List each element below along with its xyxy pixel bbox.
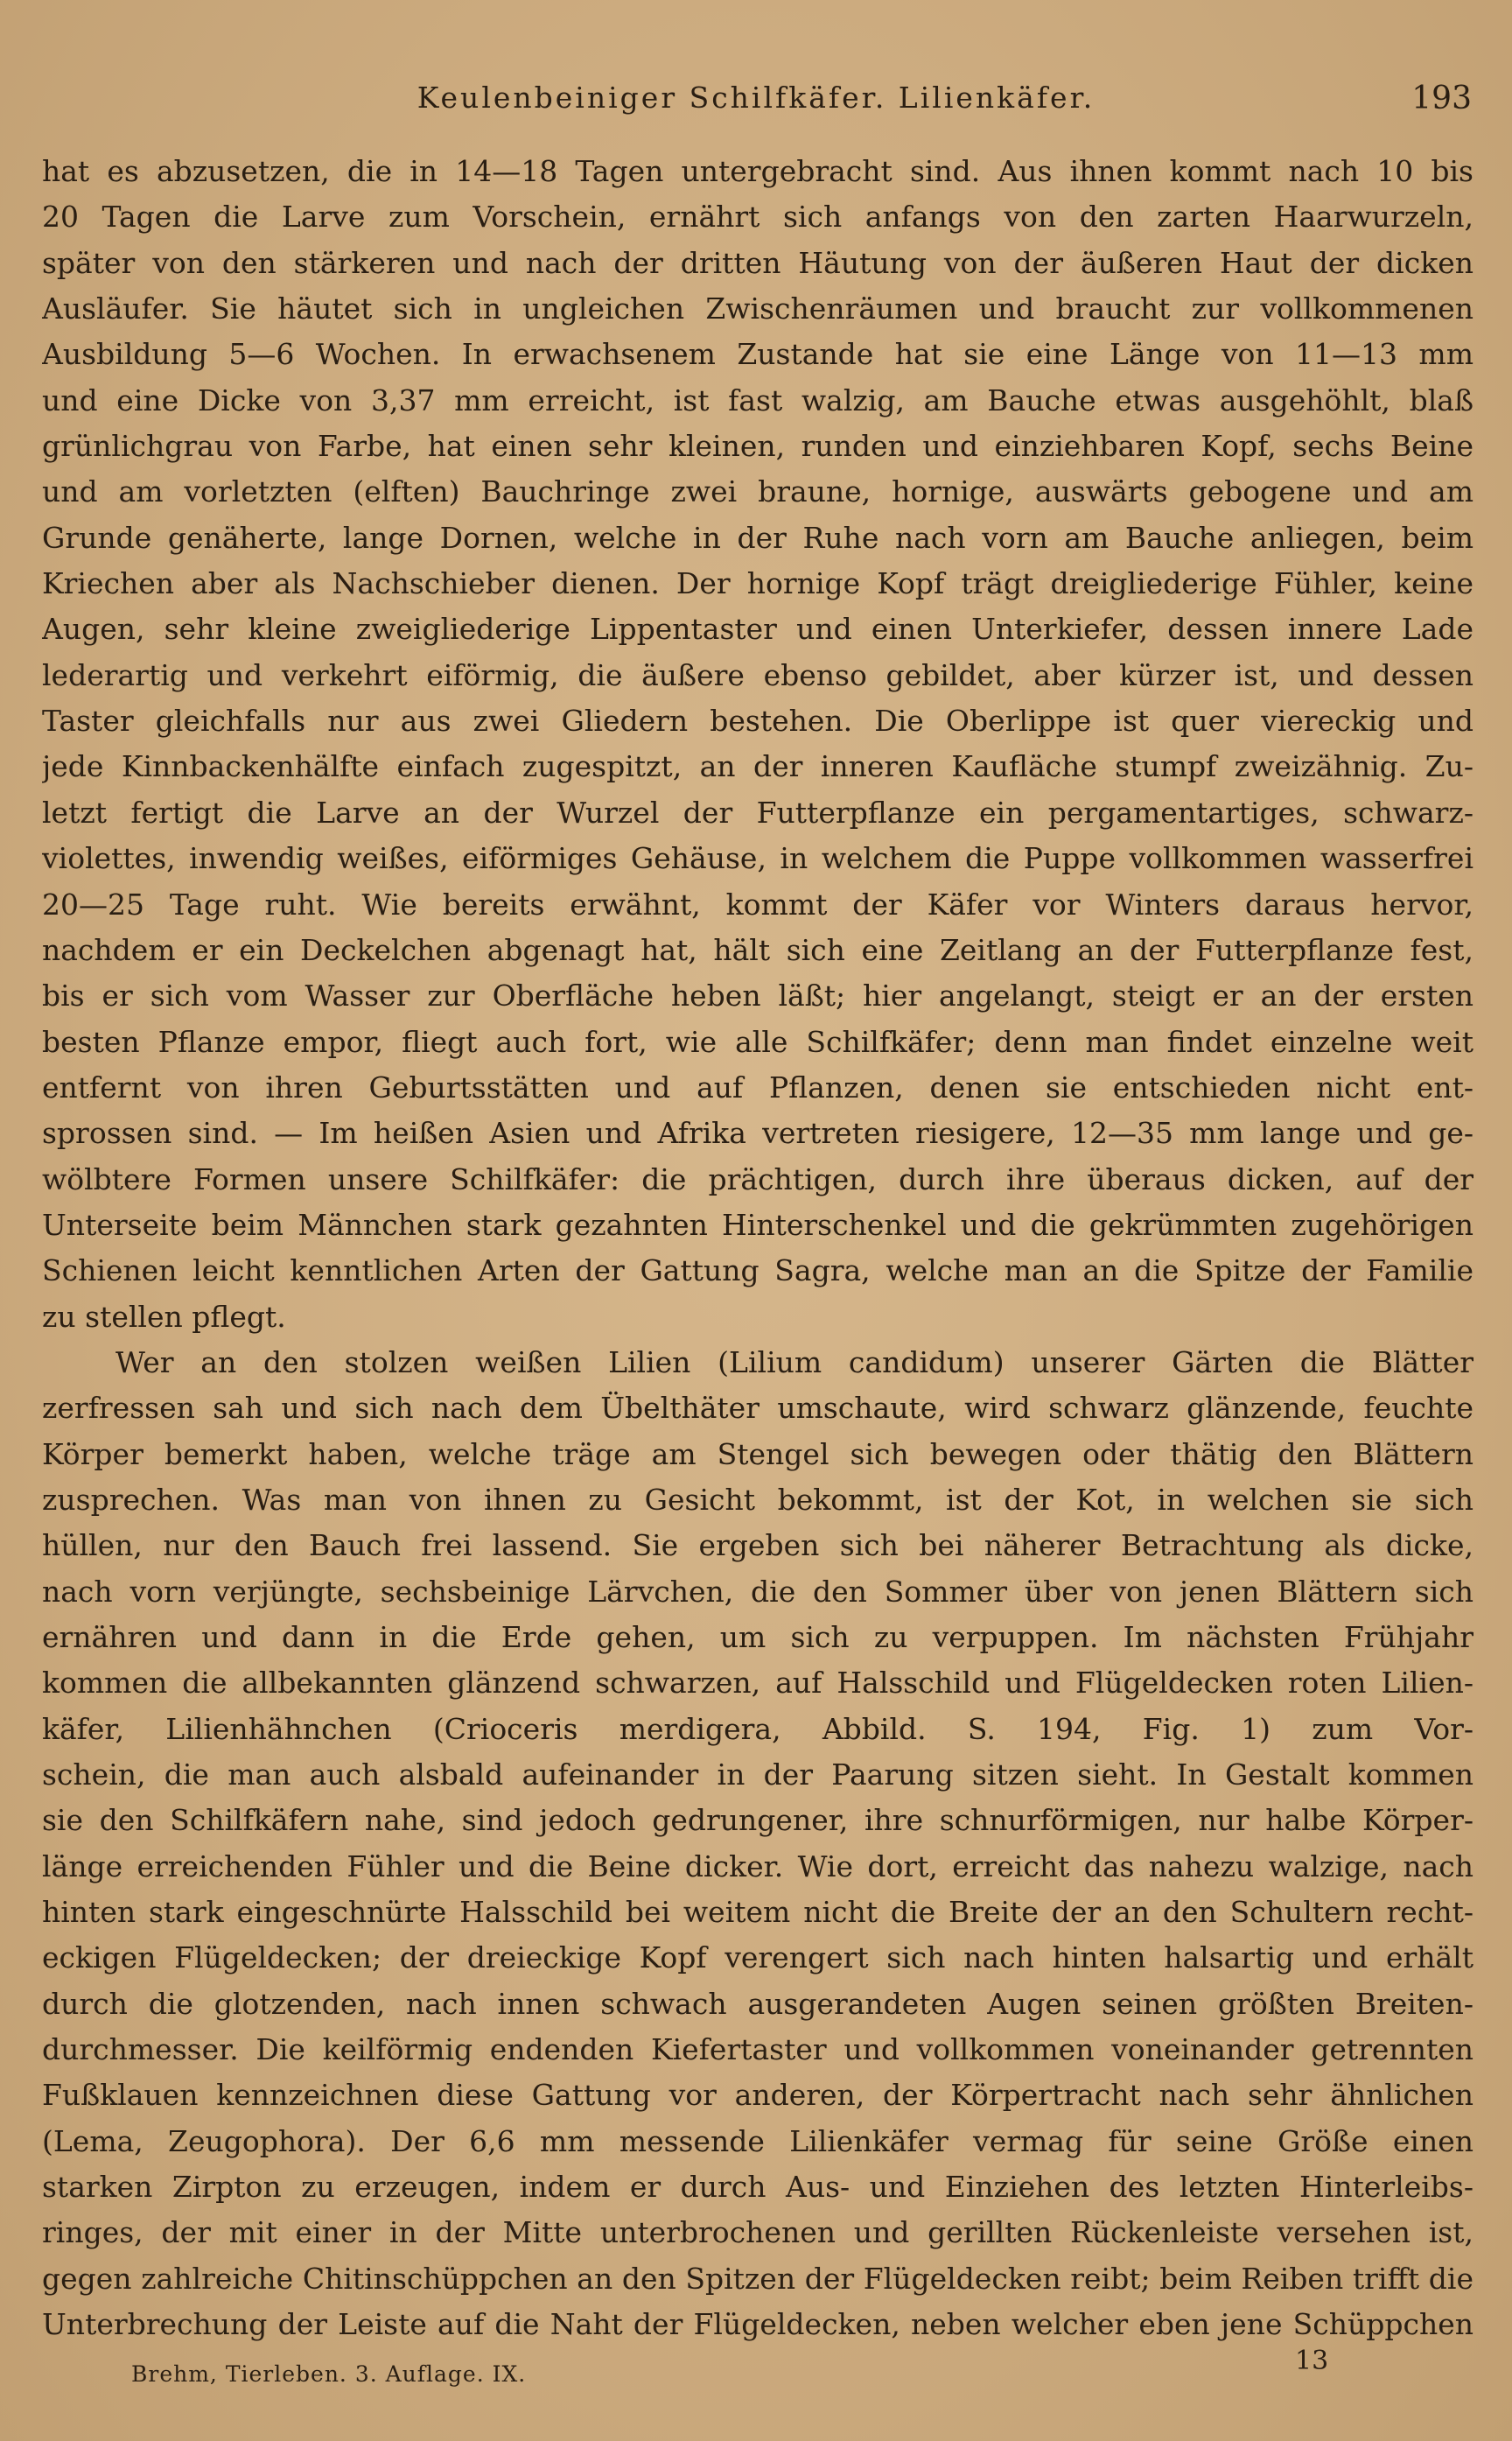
text-line: Augen, sehr kleine zweigliederige Lippentaster und einen Unterkiefer, dessen innere Lade [42, 612, 1474, 647]
text-line: Wer an den stolzen weißen Lilien (Lilium candidum) unserer Gärten die Blätter [116, 1344, 1474, 1379]
text-line: Schienen leicht kenntlichen Arten der Gattung Sagra, welche man an die Spitze der Familie [42, 1253, 1474, 1288]
running-head [0, 77, 1512, 119]
text-line: starken Zirpton zu erzeugen, indem er durch Aus- und Einziehen des letzten Hinterleibs- [42, 2170, 1474, 2205]
text-line: nachdem er ein Deckelchen abgenagt hat, hält sich eine Zeitlang an der Futterpflanze fest, [42, 932, 1474, 967]
text-line: letzt fertigt die Larve an der Wurzel der Futterpflanze ein pergamentartiges, schwarz- [42, 795, 1474, 830]
text-line: Körper bemerkt haben, welche träge am Stengel sich bewegen oder thätig den Blättern [42, 1436, 1474, 1471]
text-line: hinten stark eingeschnürte Halsschild bei weitem nicht die Breite der an den Schultern recht- [42, 1895, 1474, 1930]
text-line: später von den stärkeren und nach der dritten Häutung von der äußeren Haut der dicken [42, 245, 1474, 280]
page-number: 193 [1411, 81, 1472, 116]
text-line: (Lema, Zeugophora). Der 6,6 mm messende Lilienkäfer vermag für seine Größe einen [42, 2123, 1474, 2158]
text-line: Ausläufer. Sie häutet sich in ungleichen Zwischenräumen und braucht zur vollkommenen [42, 291, 1474, 326]
text-line: durch die glotzenden, nach innen schwach ausgerandeten Augen seinen größten Breiten- [42, 1986, 1474, 2021]
text-line: entfernt von ihren Geburtsstätten und auf Pflanzen, denen sie entschieden nicht ent- [42, 1070, 1474, 1105]
footer-signature-line: Brehm, Tierleben. 3. Auflage. IX. [131, 2361, 527, 2387]
text-line: zusprechen. Was man von ihnen zu Gesicht bekommt, ist der Kot, in welchen sie sich [42, 1482, 1474, 1517]
text-line: ernähren und dann in die Erde gehen, um sich zu verpuppen. Im nächsten Frühjahr [42, 1620, 1474, 1654]
text-line: nach vorn verjüngte, sechsbeinige Lärvchen, die den Sommer über von jenen Blättern sich [42, 1574, 1474, 1609]
text-line: grünlichgrau von Farbe, hat einen sehr kleinen, runden und einziehbaren Kopf, sechs Beine [42, 429, 1474, 464]
text-line: sie den Schilfkäfern nahe, sind jedoch gedrungener, ihre schnurförmigen, nur halbe Körper- [42, 1803, 1474, 1838]
text-line: länge erreichenden Fühler und die Beine dicker. Wie dort, erreicht das nahezu walzige, nach [42, 1848, 1474, 1883]
text-line: durchmesser. Die keilförmig endenden Kiefertaster und vollkommen voneinander getrennten [42, 2032, 1474, 2067]
text-line: 20—25 Tage ruht. Wie bereits erwähnt, kommt der Käfer vor Winters daraus hervor, [42, 887, 1474, 922]
text-line: violettes, inwendig weißes, eiförmiges Gehäuse, in welchem die Puppe vollkommen wasserfrei [42, 841, 1474, 876]
text-line: 20 Tagen die Larve zum Vorschein, ernährt sich anfangs von den zarten Haarwurzeln, [42, 200, 1474, 235]
running-title: Keulenbeiniger Schilfkäfer. Lilienkäfer. [416, 81, 1096, 115]
text-line: zerfressen sah und sich nach dem Übelthäter umschaute, wird schwarz glänzende, feuchte [42, 1391, 1474, 1426]
text-line: schein, die man auch alsbald aufeinander in der Paarung sitzen sieht. In Gestalt kommen [42, 1757, 1474, 1792]
text-line: bis er sich vom Wasser zur Oberfläche heben läßt; hier angelangt, steigt er an der ersten [42, 979, 1474, 1014]
text-line: Fußklauen kennzeichnen diese Gattung vor anderen, der Körpertracht nach sehr ähnlichen [42, 2078, 1474, 2113]
text-line: jede Kinnbackenhälfte einfach zugespitzt, an der inneren Kaufläche stumpf zweizähnig. Zu- [42, 749, 1474, 784]
text-line: sprossen sind. — Im heißen Asien und Afrika vertreten riesigere, 12—35 mm lange und ge- [42, 1116, 1474, 1151]
text-line: lederartig und verkehrt eiförmig, die äußere ebenso gebildet, aber kürzer ist, und dessen [42, 657, 1474, 692]
text-line: Taster gleichfalls nur aus zwei Gliedern bestehen. Die Oberlippe ist quer viereckig und [42, 704, 1474, 739]
text-line: besten Pflanze empor, fliegt auch fort, wie alle Schilfkäfer; denn man findet einzelne weit [42, 1024, 1474, 1059]
text-line: Kriechen aber als Nachschieber dienen. Der hornige Kopf trägt dreigliederige Fühler, keine [42, 566, 1474, 601]
text-line: Ausbildung 5—6 Wochen. In erwachsenem Zustande hat sie eine Länge von 11—13 mm [42, 337, 1474, 372]
text-line: hüllen, nur den Bauch frei lassend. Sie ergeben sich bei näherer Betrachtung als dicke, [42, 1528, 1474, 1563]
text-line: eckigen Flügeldecken; der dreieckige Kopf verengert sich nach hinten halsartig und erhält [42, 1940, 1474, 1975]
text-line: Unterbrechung der Leiste auf die Naht der Flügeldecken, neben welcher eben jene Schüppchen [42, 2307, 1474, 2342]
text-line: käfer, Lilienhähnchen (Crioceris merdigera, Abbild. S. 194, Fig. 1) zum Vor- [42, 1711, 1474, 1746]
text-line: und am vorletzten (elften) Bauchringe zwei braune, hornige, auswärts gebogene und am [42, 474, 1474, 509]
text-line: ringes, der mit einer in der Mitte unterbrochenen und gerillten Rückenleiste versehen ist, [42, 2215, 1474, 2250]
text-line: gegen zahlreiche Chitinschüppchen an den Spitzen der Flügeldecken reibt; beim Reiben trifft die [42, 2261, 1474, 2296]
text-line: kommen die allbekannten glänzend schwarzen, auf Halsschild und Flügeldecken roten Lilien- [42, 1666, 1474, 1701]
text-line: hat es abzusetzen, die in 14—18 Tagen untergebracht sind. Aus ihnen kommt nach 10 bis [42, 154, 1474, 188]
text-line: wölbtere Formen unsere Schilfkäfer: die prächtigen, durch ihre überaus dicken, auf der [42, 1161, 1474, 1196]
text-line: zu stellen pflegt. [42, 1299, 286, 1334]
text-line: und eine Dicke von 3,37 mm erreicht, ist fast walzig, am Bauche etwas ausgehöhlt, blaß [42, 382, 1474, 417]
footer-signature-number: 13 [1295, 2346, 1329, 2376]
text-line: Grunde genäherte, lange Dornen, welche in der Ruhe nach vorn am Bauche anliegen, beim [42, 520, 1474, 555]
body-text [42, 149, 1474, 2348]
text-line: Unterseite beim Männchen stark gezahnten Hinterschenkel und die gekrümmten zugehörigen [42, 1207, 1474, 1242]
